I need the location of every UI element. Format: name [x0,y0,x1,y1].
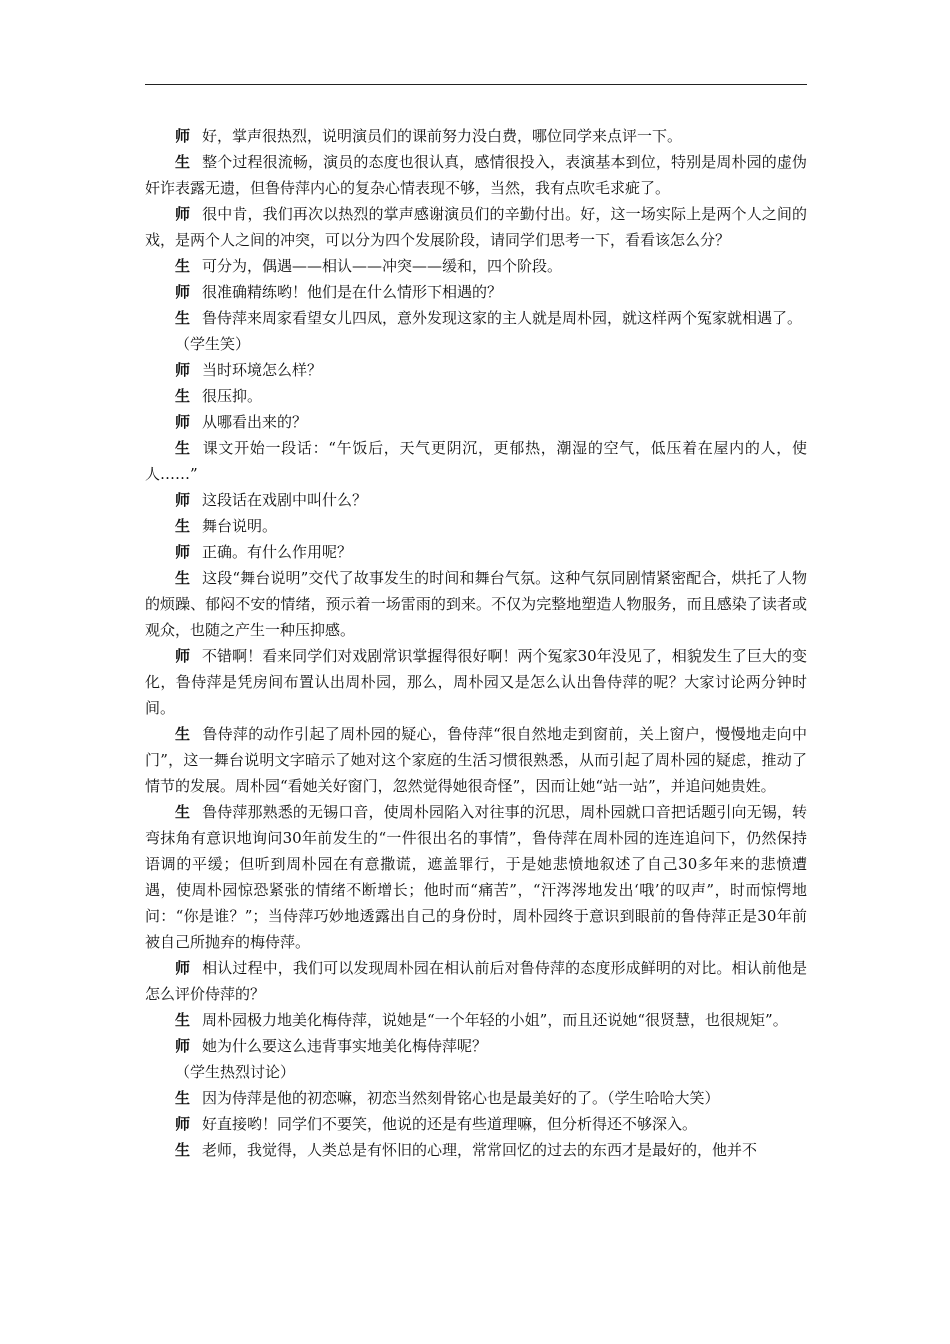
dialogue-paragraph [145,513,807,539]
speaker-label: 师 [175,127,191,145]
paragraph-text: 不错啊！看来同学们对戏剧常识掌握得很好啊！两个冤家30年没见了，相貌发生了巨大的变化，鲁侍萍是凭房间布置认出周朴园，那么，周朴园又是怎么认出鲁侍萍的呢？大家讨论两分钟时间。 [145,647,807,717]
dialogue-paragraph [145,149,807,201]
paragraph-text: 舞台说明。 [202,517,278,535]
paragraph-text: 很压抑。 [202,387,263,405]
speaker-label: 生 [175,725,191,743]
dialogue-paragraph [145,643,807,721]
speaker-label: 师 [175,543,191,561]
dialogue-paragraph [145,409,807,435]
dialogue-paragraph [145,1111,807,1137]
dialogue-paragraph [145,123,807,149]
speaker-label: 师 [175,647,191,665]
paragraph-text: 这段“舞台说明”交代了故事发生的时间和舞台气氛。这种气氛同剧情紧密配合，烘托了人物的烦躁、郁闷不安的情绪，预示着一场雷雨的到来。不仅为完整地塑造人物服务，而且感染了读者或观众，也随之产生一种压抑感。 [145,569,807,639]
dialogue-paragraph [145,565,807,643]
paragraph-text: 正确。有什么作用呢？ [202,543,353,561]
speaker-label: 师 [175,491,191,509]
dialogue-paragraph [145,1033,807,1059]
paragraph-text: 鲁侍萍来周家看望女儿四凤，意外发现这家的主人就是周朴园，就这样两个冤家就相遇了。 [202,309,803,327]
speaker-label: 生 [175,803,191,821]
paragraph-text: 从哪看出来的？ [202,413,308,431]
speaker-label: 师 [175,1115,191,1133]
stage-direction [145,1059,807,1085]
speaker-label: 师 [175,361,191,379]
paragraph-text: 鲁侍萍的动作引起了周朴园的疑心，鲁侍萍“很自然地走到窗前，关上窗户，慢慢地走向中门”，这一舞台说明文字暗示了她对这个家庭的生活习惯很熟悉，从而引起了周朴园的疑虑，推动了情节的发展。周朴园“看她关好窗门，忽然觉得她很奇怪”，因而让她“站一站”，并追问她贵姓。 [145,725,807,795]
speaker-label: 师 [175,283,191,301]
dialogue-paragraph [145,435,807,487]
paragraph-text: 老师，我觉得，人类总是有怀旧的心理，常常回忆的过去的东西才是最好的，他并不 [202,1141,758,1159]
dialogue-paragraph [145,1007,807,1033]
stage-direction [145,331,807,357]
dialogue-paragraph [145,253,807,279]
paragraph-text: 因为侍萍是他的初恋嘛，初恋当然刻骨铭心也是最美好的了。（学生哈哈大笑） [202,1089,720,1107]
paragraph-text: （学生笑） [175,335,251,353]
paragraph-text: 周朴园极力地美化梅侍萍，说她是“一个年轻的小姐”，而且还说她“很贤慧，也很规矩”。 [202,1011,788,1029]
dialogue-paragraph [145,721,807,799]
speaker-label: 师 [175,959,191,977]
document-body [145,123,807,1163]
dialogue-paragraph [145,201,807,253]
speaker-label: 生 [175,153,191,171]
dialogue-paragraph [145,1137,807,1163]
speaker-label: 生 [175,1011,191,1029]
speaker-label: 生 [175,1089,191,1107]
dialogue-paragraph [145,539,807,565]
speaker-label: 师 [175,1037,191,1055]
dialogue-paragraph [145,799,807,955]
paragraph-text: 好，掌声很热烈，说明演员们的课前努力没白费，哪位同学来点评一下。 [202,127,683,145]
dialogue-paragraph [145,305,807,331]
paragraph-text: 她为什么要这么违背事实地美化梅侍萍呢？ [202,1037,488,1055]
paragraph-text: 很准确精练哟！他们是在什么情形下相遇的？ [202,283,503,301]
paragraph-text: 可分为，偶遇——相认——冲突——缓和，四个阶段。 [202,257,563,275]
dialogue-paragraph [145,383,807,409]
paragraph-text: 课文开始一段话：“午饭后，天气更阴沉，更郁热，潮湿的空气，低压着在屋内的人，使人……” [145,439,807,483]
paragraph-text: 当时环境怎么样？ [202,361,323,379]
paragraph-text: 很中肯，我们再次以热烈的掌声感谢演员们的辛勤付出。好，这一场实际上是两个人之间的戏，是两个人之间的冲突，可以分为四个发展阶段，请同学们思考一下，看看该怎么分？ [145,205,807,249]
speaker-label: 生 [175,569,191,587]
dialogue-paragraph [145,357,807,383]
speaker-label: 生 [175,257,191,275]
speaker-label: 师 [175,205,191,223]
paragraph-text: 这段话在戏剧中叫什么？ [202,491,368,509]
speaker-label: 生 [175,517,191,535]
speaker-label: 生 [175,1141,191,1159]
speaker-label: 师 [175,413,191,431]
speaker-label: 生 [175,387,191,405]
speaker-label: 生 [175,439,191,457]
dialogue-paragraph [145,487,807,513]
dialogue-paragraph [145,955,807,1007]
speaker-label: 生 [175,309,191,327]
dialogue-paragraph [145,279,807,305]
paragraph-text: 整个过程很流畅，演员的态度也很认真，感情很投入，表演基本到位，特别是周朴园的虚伪奸诈表露无遗，但鲁侍萍内心的复杂心情表现不够，当然，我有点吹毛求疵了。 [145,153,807,197]
paragraph-text: 鲁侍萍那熟悉的无锡口音，使周朴园陷入对往事的沉思，周朴园就口音把话题引向无锡，转弯抹角有意识地询问30年前发生的“一件很出名的事情”，鲁侍萍在周朴园的连连追问下，仍然保持语调的平缓；但听到周朴园在有意撒谎，遮盖罪行，于是她悲愤地叙述了自己30多年来的悲愤遭遇，使周朴园惊恐紧张的情绪不断增长；他时而“痛苦”，“汗涔涔地发出‘哦’的叹声”，时而惊愕地问：“你是谁？”；当侍萍巧妙地透露出自己的身份时，周朴园终于意识到眼前的鲁侍萍正是30年前被自己所抛弃的梅侍萍。 [145,803,807,951]
paragraph-text: 相认过程中，我们可以发现周朴园在相认前后对鲁侍萍的态度形成鲜明的对比。相认前他是怎么评价侍萍的？ [145,959,807,1003]
paragraph-text: （学生热烈讨论） [175,1063,296,1081]
paragraph-text: 好直接哟！同学们不要笑，他说的还是有些道理嘛，但分析得还不够深入。 [202,1115,698,1133]
header-rule [145,84,807,85]
dialogue-paragraph [145,1085,807,1111]
